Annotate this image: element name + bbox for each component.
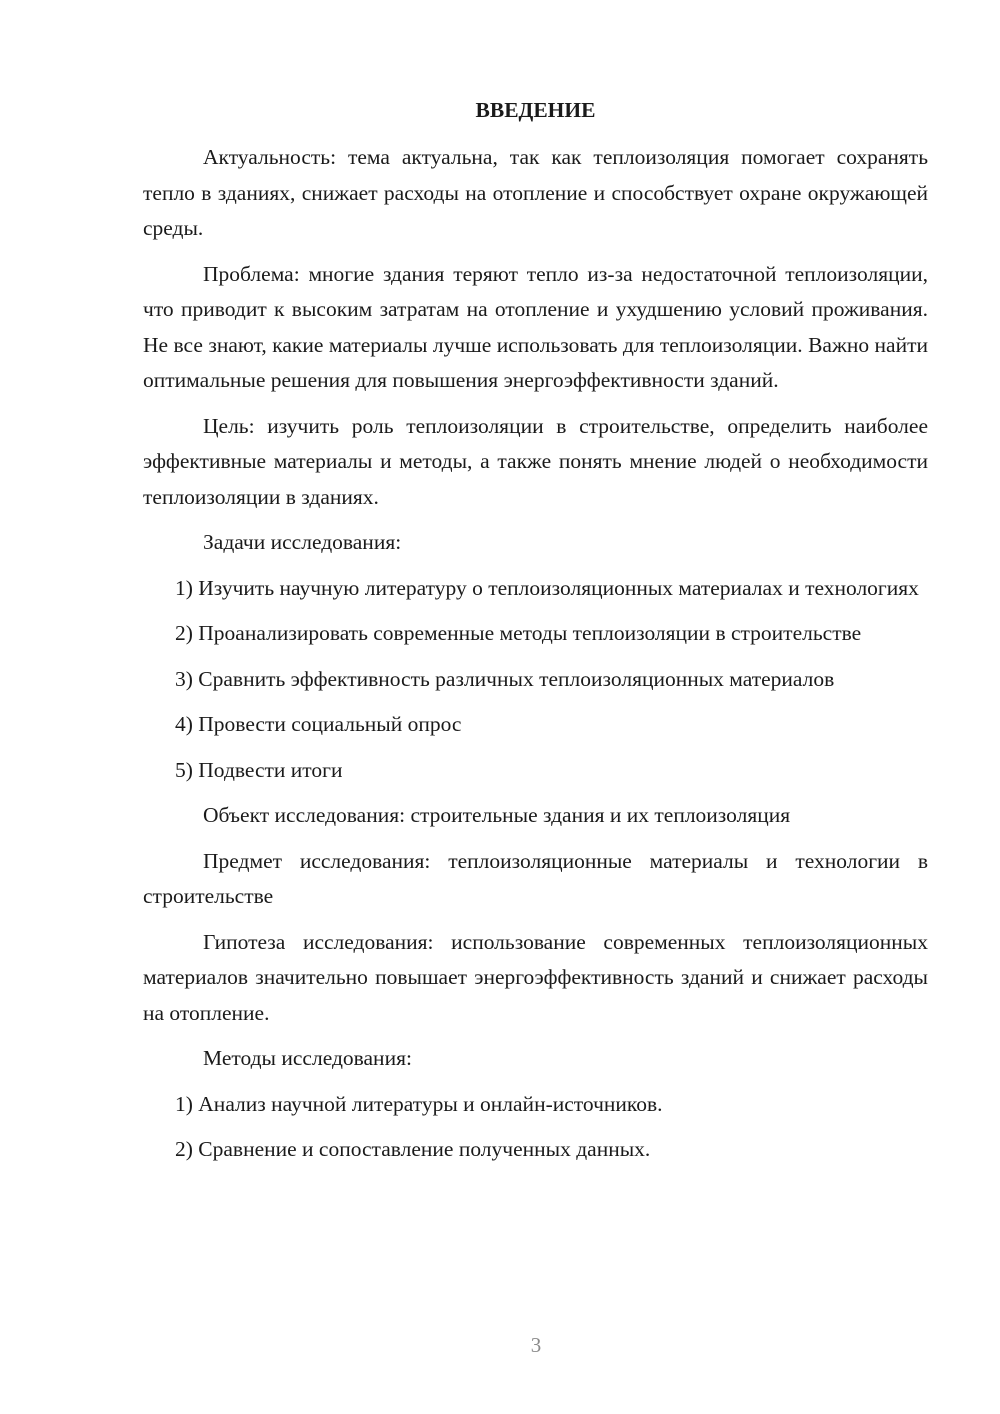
task-item-2: 2) Проанализировать современные методы теплоизоляции в строительстве [175, 621, 862, 645]
page-number: 3 [530, 1333, 542, 1357]
task-item-1: 1) Изучить научную литературу о теплоизоляционных материалах и технологиях [175, 575, 919, 600]
problem-paragraph: Проблема: многие здания теряют тепло из-за недостаточной теплоизоляции, что приводит к высоким затратам на отопление и ухудшению условий проживания. Не все знают, какие материалы лучше использовать для теплоизоляции. Важно найти оптимальные решения для повышения энергоэффективности зданий. [143, 261, 928, 392]
object-paragraph: Объект исследования: строительные здания и их теплоизоляция [203, 803, 791, 827]
goal-paragraph: Цель: изучить роль теплоизоляции в строительстве, определить наиболее эффективные материалы и методы, а также понять мнение людей о необходимости теплоизоляции в зданиях. [143, 413, 928, 509]
subject-paragraph: Предмет исследования: теплоизоляционные материалы и технологии в строительстве [143, 848, 928, 908]
page-title: ВВЕДЕНИЕ [475, 98, 596, 122]
methods-heading: Методы исследования: [203, 1046, 412, 1070]
task-item-4: 4) Провести социальный опрос [175, 712, 462, 736]
task-item-5: 5) Подвести итоги [175, 757, 343, 782]
relevance-paragraph: Актуальность: тема актуальна, так как теплоизоляция помогает сохранять тепло в зданиях, снижает расходы на отопление и способствует охране окружающей среды. [143, 145, 928, 240]
hypothesis-paragraph: Гипотеза исследования: использование современных теплоизоляционных материалов значительно повышает энергоэффективность зданий и снижает расходы на отопление. [143, 929, 928, 1025]
task-item-3: 3) Сравнить эффективность различных теплоизоляционных материалов [175, 666, 835, 691]
method-item-2: 2) Сравнение и сопоставление полученных данных. [175, 1137, 651, 1161]
tasks-heading: Задачи исследования: [203, 530, 402, 554]
method-item-1: 1) Анализ научной литературы и онлайн-источников. [175, 1091, 663, 1116]
document-page [143, 92, 928, 1178]
